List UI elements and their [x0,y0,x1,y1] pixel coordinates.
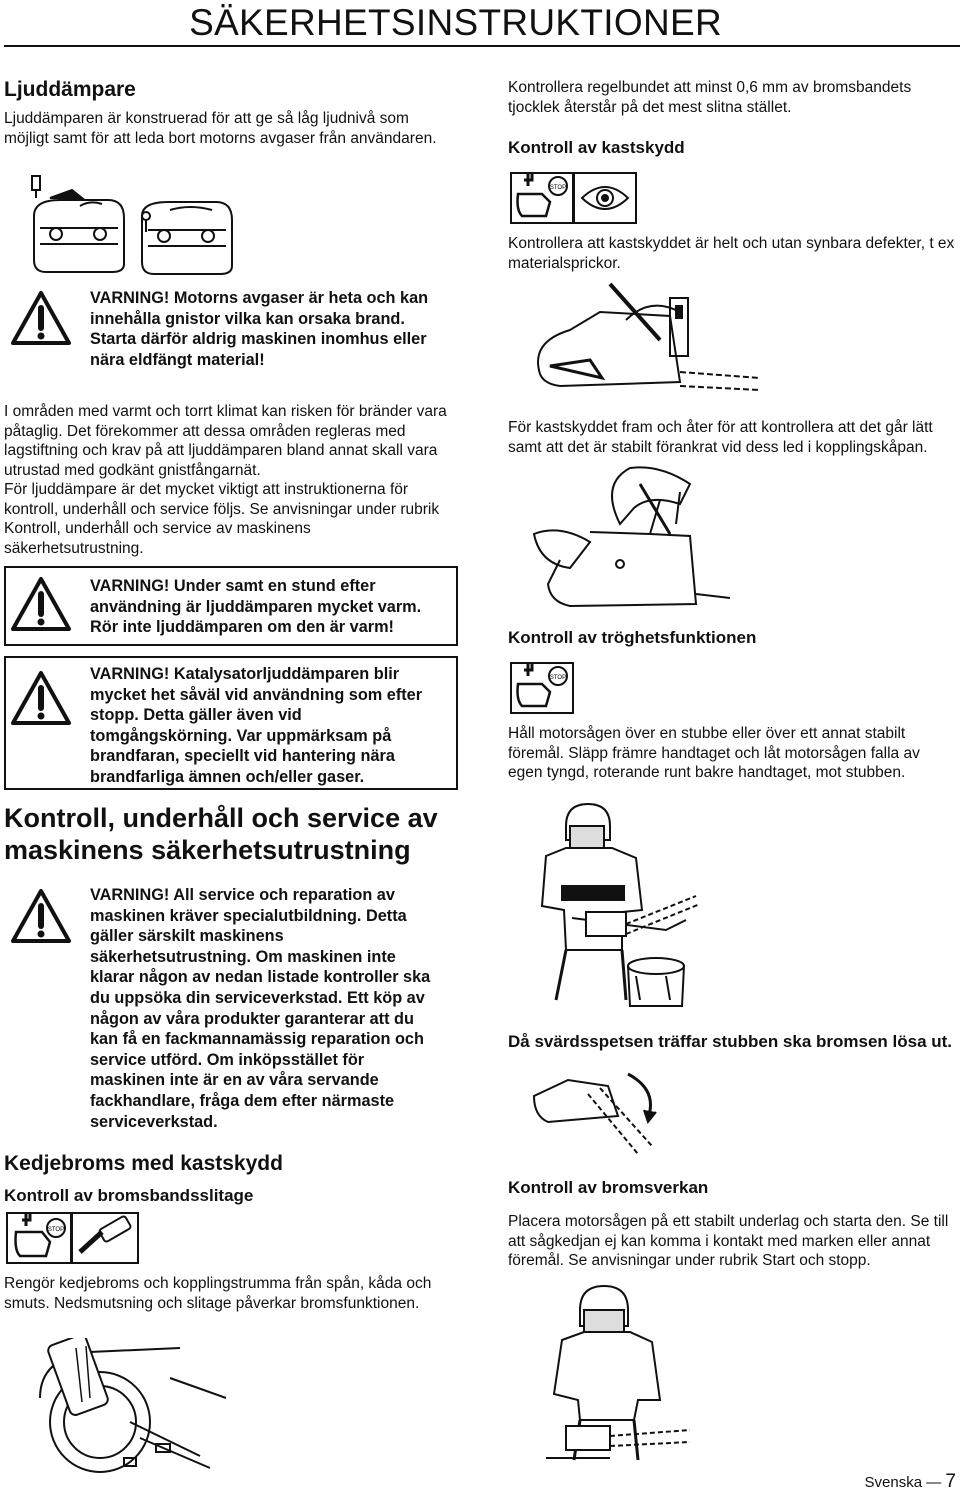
warning-hot-muffler [4,566,458,646]
warning4-line: någon av våra produkter garanterar att du [90,1009,414,1028]
warning4-line: service utförd. Om inköpsstället för [90,1050,365,1069]
chain-brake-heading: Kedjebroms med kastskydd [4,1152,283,1175]
brake-band-illustration [30,1338,230,1478]
muffler-heading: Ljuddämpare [4,78,136,101]
warning3-line: brandfaran, speciellt vid hantering nära [90,747,395,766]
warning3-line: mycket het såväl vid användning som efter [90,685,423,704]
stop-icon-label: STOP [47,1227,65,1233]
section-heading-line: Kontroll, underhåll och service av [4,803,438,833]
inertia-icons [510,662,574,714]
warning3-line: VARNING! Katalysatorljuddämparen blir [90,665,400,683]
warning1-line: VARNING! Motorns avgaser är heta och kan [90,289,429,307]
band-check-text: Kontrollera regelbundet att minst 0,6 mm av bromsbandets tjocklek återstår på det mest slitna stället. [508,79,912,116]
title-divider [4,45,960,47]
warning3-line: stopp. Detta gäller även vid [90,706,302,725]
guard-heading: Kontroll av kastskydd [508,138,685,157]
brake-wear-text: Rengör kedjebroms och kopplingstrumma från spån, kåda och smuts. Nedsmutsning och slitage påverkar bromsfunktionen. [4,1275,432,1312]
warning4-line: kan få en fackmannamässig reparation och [90,1030,424,1049]
chainsaw-guard-illustration [530,282,760,394]
climate-paragraph: I områden med varmt och torrt klimat kan risken för bränder vara påtaglig. Det förekommer att dessa områden regleras med lagstiftning och krav på att ljuddämparen bland annat skall vara utrustad med godkänt gnistfångarnät. [4,403,447,479]
stop-icon-label: STOP [549,185,567,191]
warning1-line: innehålla gnistor vilka kan orsaka brand. [90,309,405,328]
section-heading-line: maskinens säkerhetsutrustning [4,835,411,865]
warning1-line: Starta därför aldrig maskinen inomhus eller [90,330,427,349]
page-footer [865,1471,956,1493]
warning4-line: VARNING! All service och reparation av [90,886,395,904]
warning-triangle-icon [10,888,72,944]
inertia-heading: Kontroll av tröghetsfunktionen [508,628,757,647]
warning2-line: Rör inte ljuddämparen om den är varm! [90,618,394,637]
guard-move-text: För kastskyddet fram och åter för att kontrollera att det går lätt samt att det är stabilt förankrat vid dess led i kopplingskåpan. [508,419,933,456]
warning4-line: maskinen kräver specialutbildning. Detta [90,906,407,925]
brake-wear-icons [6,1212,140,1264]
warning4-line: gäller särskilt maskinens [90,927,284,946]
warning4-line: serviceverkstad. [90,1112,218,1131]
warning4-line: maskinen inte är en av våra servande [90,1071,379,1090]
brake-check-text: Placera motorsågen på ett stabilt underlag och starta den. Se till att sågkedjan ej kan komma i kontakt med marken eller annat föremål. Se anvisningar under rubrik Start och stopp. [508,1213,949,1269]
footer-dash: — [926,1474,946,1491]
warning-service [8,880,450,1138]
inertia-text: Håll motorsågen över en stubbe eller över ett annat stabilt föremål. Släpp främre handtaget och låt motorsågen falla av egen tyngd, roterande runt bakre handtaget, mot stubben. [508,725,920,781]
brake-wear-heading: Kontroll av bromsbandsslitage [4,1186,254,1205]
brake-test-illustration [540,1280,700,1466]
footer-language: Svenska [864,1474,923,1491]
chainsaw-rotation-illustration [528,1066,668,1166]
warning-triangle-icon [10,670,72,726]
page-number: 7 [945,1471,956,1492]
warning3-line: tomgångskörning. Var uppmärksam på [90,726,392,745]
worker-chainsaw-illustration [526,800,716,1020]
guard-move-illustration [530,464,730,614]
inertia-caption: Då svärdsspetsen träffar stubben ska bromsen lösa ut. [508,1032,953,1051]
warning2-line: användning är ljuddämparen mycket varm. [90,597,422,616]
guard-text: Kontrollera att kastskyddet är helt och utan synbara defekter, t ex materialsprickor. [508,235,955,272]
warning-triangle-icon [10,290,72,346]
page-title: SÄKERHETSINSTRUKTIONER [189,2,722,43]
warning2-line: VARNING! Under samt en stund efter [90,577,376,595]
warning4-line: klarar någon av nedan listade kontroller ska [90,968,431,987]
warning-hot-exhaust [8,284,450,370]
warning4-line: du uppsöka din serviceverkstad. Ett köp av [90,988,425,1007]
warning4-line: fackhandlare, fråga dem efter närmaste [90,1091,395,1110]
instructions-paragraph: För ljuddämpare är det mycket viktigt att instruktionerna för kontroll, underhåll och service följs. Se anvisningar under rubrik Kontroll, underhåll och service av maskinens säkerhetsutrustning. [4,481,440,557]
warning-catalytic-muffler [4,656,458,790]
warning3-line: brandfarliga ämnen och/eller gaser. [90,767,365,786]
warning4-line: säkerhetsutrustning. Om maskinen inte [90,947,396,966]
guard-check-icons [510,172,638,224]
warning1-line: nära eldfängt material! [90,350,265,369]
brake-check-heading: Kontroll av bromsverkan [508,1178,709,1197]
stop-icon-label: STOP [549,675,567,681]
warning-triangle-icon [10,576,72,632]
muffler-intro: Ljuddämparen är konstruerad för att ge så låg ljudnivå som möjligt samt för att leda bort motorns avgaser från användaren. [4,110,437,147]
section-heading [4,802,438,866]
muffler-illustration [20,168,260,278]
